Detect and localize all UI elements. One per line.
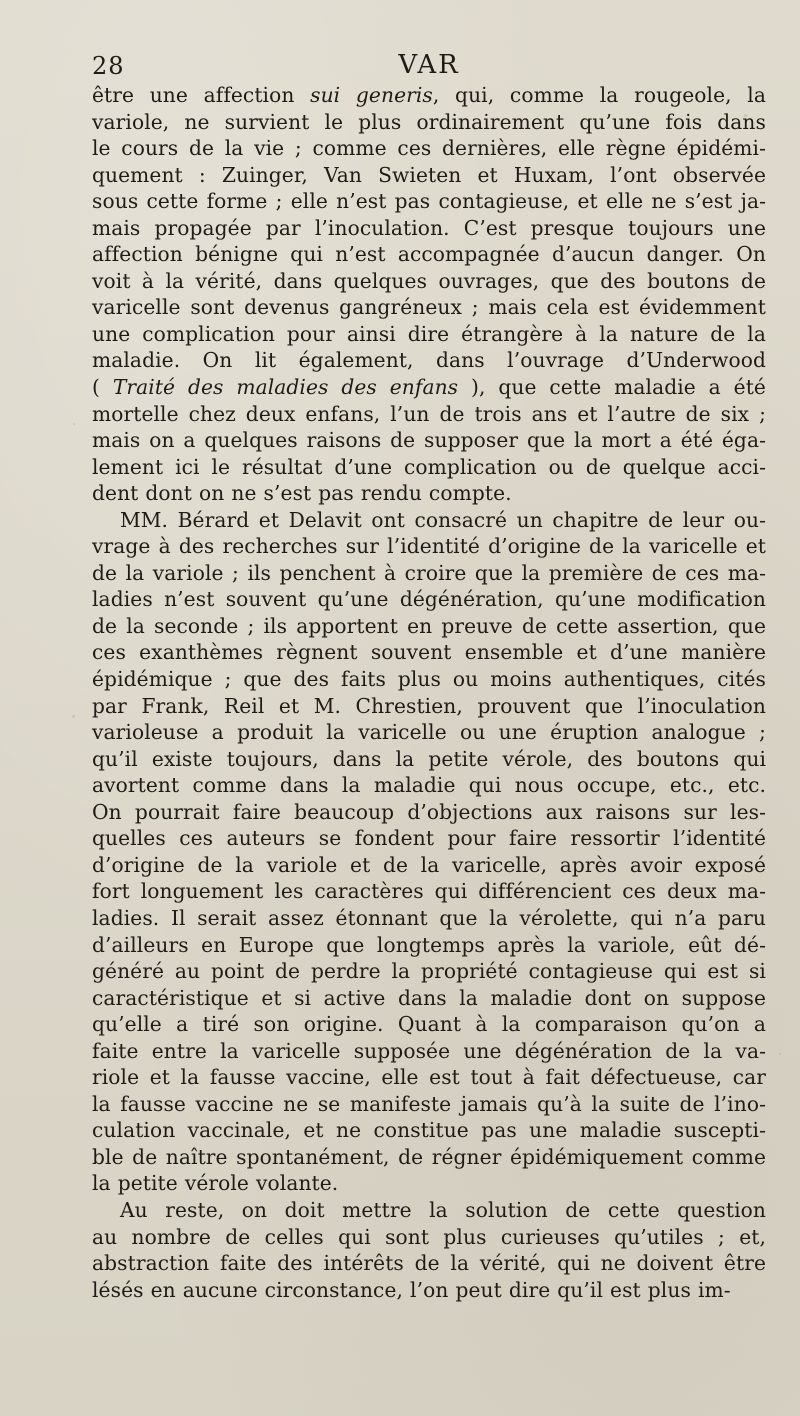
text-line <box>92 162 766 189</box>
text-line <box>92 109 766 136</box>
text-segment: mais propagée par l’inoculation. C’est presque toujours une <box>92 215 766 240</box>
text-line <box>92 1197 766 1224</box>
text-segment: avortent comme dans la maladie qui nous occupe, etc., etc. <box>92 773 766 798</box>
text-segment: sous cette forme ; elle n’est pas contagieuse, et elle ne s’est ja- <box>92 189 766 214</box>
paragraph <box>92 82 766 507</box>
text-segment: variole, ne survient le plus ordinairement qu’une fois dans <box>92 109 766 134</box>
text-segment: abstraction faite des intérêts de la vérité, qui ne doivent être <box>92 1251 766 1276</box>
text-segment: qu’il existe toujours, dans la petite vérole, des boutons qui <box>92 746 766 771</box>
text-line <box>92 1250 766 1277</box>
text-segment: varicelle sont devenus gangréneux ; mais cela est évidemment <box>92 295 766 320</box>
text-segment: ( <box>92 375 113 400</box>
text-segment: d’origine de la variole et de la varicelle, après avoir exposé <box>92 852 766 877</box>
paper-spot <box>73 423 75 425</box>
text-line <box>92 401 766 428</box>
text-segment: affection bénigne qui n’est accompagnée d’aucun danger. On <box>92 242 766 267</box>
text-segment: voit à la vérité, dans quelques ouvrages, que des boutons de <box>92 268 766 293</box>
text-line <box>92 586 766 613</box>
text-line <box>92 772 766 799</box>
text-segment: au nombre de celles qui sont plus curieuses qu’utiles ; et, <box>92 1224 766 1249</box>
text-segment: quement : Zuinger, Van Swieten et Huxam, l’ont observée <box>92 162 766 187</box>
text-segment: de la seconde ; ils apportent en preuve de cette assertion, que <box>92 613 766 638</box>
text-line <box>92 878 766 905</box>
text-segment: la petite vérole volante. <box>92 1171 339 1196</box>
text-segment: épidémique ; que des faits plus ou moins authentiques, cités <box>92 667 766 692</box>
text-segment: qu’elle a tiré son origine. Quant à la comparaison qu’on a <box>92 1012 766 1037</box>
text-segment: , qui, comme la rougeole, la <box>432 83 766 107</box>
text-line <box>92 1038 766 1065</box>
text-line <box>92 347 766 374</box>
text-line <box>92 693 766 720</box>
italic-text: sui generis <box>310 83 433 107</box>
text-line <box>92 852 766 879</box>
text-segment: ces exanthèmes règnent souvent ensemble et d’une manière <box>92 640 766 665</box>
text-line <box>92 480 766 507</box>
text-line <box>92 321 766 348</box>
text-segment: vrage à des recherches sur l’identité d’origine de la varicelle et <box>92 534 766 559</box>
text-line <box>92 719 766 746</box>
text-line <box>92 427 766 454</box>
paper-spot <box>72 715 75 718</box>
text-segment: être une affection <box>92 83 311 107</box>
text-line <box>92 932 766 959</box>
text-line <box>92 374 766 401</box>
text-segment: dent dont on ne s’est pas rendu compte. <box>92 481 512 506</box>
text-line <box>92 454 766 481</box>
text-line <box>92 905 766 932</box>
page-number: 28 <box>92 52 125 80</box>
text-line <box>92 958 766 985</box>
text-segment: Au reste, on doit mettre la solution de cette question <box>120 1197 766 1222</box>
text-line <box>92 268 766 295</box>
page-header <box>92 46 766 86</box>
text-segment: le cours de la vie ; comme ces dernières, elle règne épidémi- <box>92 136 766 161</box>
text-segment: maladie. On lit également, dans l’ouvrage d’Underwood <box>92 348 766 373</box>
text-segment: quelles ces auteurs se fondent pour faire ressortir l’identité <box>92 826 766 851</box>
text-line <box>92 215 766 242</box>
text-line <box>92 613 766 640</box>
text-line <box>92 1064 766 1091</box>
text-line <box>92 985 766 1012</box>
text-segment: une complication pour ainsi dire étrangère à la nature de la <box>92 321 766 346</box>
text-segment: varioleuse a produit la varicelle ou une éruption analogue ; <box>92 720 766 745</box>
text-line <box>92 825 766 852</box>
text-line <box>92 799 766 826</box>
text-segment: lement ici le résultat d’une complication ou de quelque acci- <box>92 454 766 479</box>
text-segment: culation vaccinale, et ne constitue pas une maladie suscepti- <box>92 1118 766 1143</box>
body-text <box>92 82 766 1303</box>
text-line <box>92 507 766 534</box>
text-line <box>92 241 766 268</box>
text-line <box>92 1144 766 1171</box>
text-line <box>92 1091 766 1118</box>
text-segment: généré au point de perdre la propriété contagieuse qui est si <box>92 959 766 984</box>
text-line <box>92 746 766 773</box>
text-line <box>92 188 766 215</box>
text-line <box>92 294 766 321</box>
text-segment: ), que cette maladie a été <box>458 375 766 400</box>
text-segment: par Frank, Reil et M. Chrestien, prouvent que l’inoculation <box>92 693 766 718</box>
text-segment: On pourrait faire beaucoup d’objections aux raisons sur les- <box>92 799 766 824</box>
text-line <box>92 135 766 162</box>
text-segment: ladies. Il serait assez étonnant que la vérolette, qui n’a paru <box>92 905 766 930</box>
text-line <box>92 1011 766 1038</box>
text-segment: d’ailleurs en Europe que longtemps après la variole, eût dé- <box>92 932 766 957</box>
text-segment: MM. Bérard et Delavit ont consacré un chapitre de leur ou- <box>120 507 766 532</box>
text-segment: mais on a quelques raisons de supposer que la mort a été éga- <box>92 428 766 453</box>
italic-text: Traité des maladies des enfans <box>112 375 459 400</box>
paragraph <box>92 507 766 1197</box>
text-line <box>92 1117 766 1144</box>
paragraph <box>92 1197 766 1303</box>
text-line <box>92 560 766 587</box>
running-head: VAR <box>398 50 460 80</box>
text-line <box>92 666 766 693</box>
text-segment: la fausse vaccine ne se manifeste jamais qu’à la suite de l’ino- <box>92 1091 766 1116</box>
text-segment: de la variole ; ils penchent à croire que la première de ces ma- <box>92 560 766 585</box>
text-line <box>92 1170 766 1197</box>
paper-spot <box>779 1053 781 1055</box>
text-segment: riole et la fausse vaccine, elle est tout à fait défectueuse, car <box>92 1065 766 1090</box>
text-segment: ladies n’est souvent qu’une dégénération, qu’une modification <box>92 587 766 612</box>
text-line <box>92 639 766 666</box>
text-segment: faite entre la varicelle supposée une dégénération de la va- <box>92 1038 766 1063</box>
text-line <box>92 82 766 109</box>
text-segment: fort longuement les caractères qui différencient ces deux ma- <box>92 879 766 904</box>
text-segment: mortelle chez deux enfans, l’un de trois ans et l’autre de six ; <box>92 401 766 426</box>
text-line <box>92 1277 766 1304</box>
text-segment: lésés en aucune circonstance, l’on peut dire qu’il est plus im- <box>92 1277 731 1302</box>
text-segment: ble de naître spontanément, de régner épidémiquement comme <box>92 1144 766 1169</box>
text-segment: caractéristique et si active dans la maladie dont on suppose <box>92 985 766 1010</box>
text-line <box>92 533 766 560</box>
text-line <box>92 1224 766 1251</box>
